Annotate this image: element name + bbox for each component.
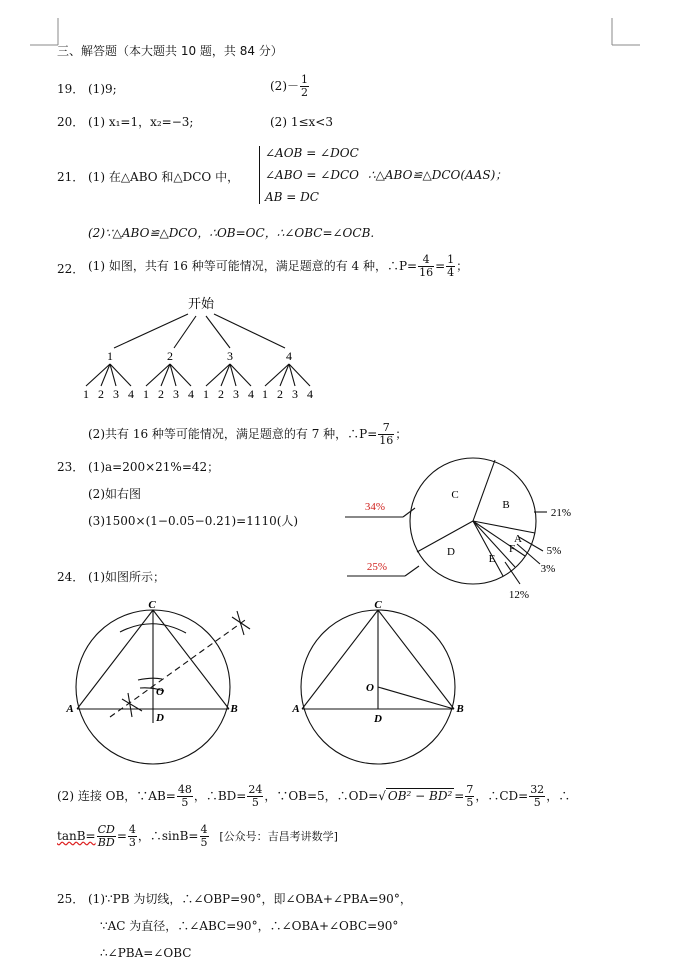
fig1-label-c: C	[148, 599, 156, 611]
q21-part2: (2)∵△ABO≌△DCO，∴OB=OC，∴∠OBC=∠OCB.	[88, 226, 375, 240]
q22-number: 22．	[57, 262, 85, 276]
pie-chart	[335, 450, 595, 610]
fig1-label-b: B	[230, 703, 238, 715]
tree-root: 开始	[187, 296, 215, 311]
pct-f: 3%	[540, 563, 556, 575]
tree-node-4: 4	[286, 349, 292, 363]
q24-part2-cont: tanB= $\frac{CD}{BD}$ = $\frac{4}{3}$ ，∴sinB= $\frac{4}{5}$ [公众号：吉昌考讲数学]	[57, 823, 338, 849]
pie-label-a: A	[514, 533, 522, 545]
q25-line3: ∴∠PBA=∠OBC	[100, 946, 192, 960]
tree-branch	[221, 364, 230, 386]
pie-label-c: C	[451, 489, 459, 501]
crop-mark-right	[610, 18, 640, 48]
tree-node-1: 1	[107, 349, 113, 363]
pct-e: 12%	[508, 589, 530, 601]
q20-number: 20．	[57, 115, 85, 129]
q21-cond-1: ∠AOB = ∠DOC	[265, 146, 359, 160]
tree-leaf: 4	[248, 387, 254, 401]
pct-c: 34%	[364, 501, 386, 513]
fig2-label-b: B	[456, 703, 464, 715]
q24-number: 24．	[57, 570, 85, 584]
fig1-label-d: D	[156, 712, 164, 724]
q21-brace	[259, 146, 260, 204]
tree-branch	[280, 364, 289, 386]
q25-line2: ∵AC 为直径，∴∠ABC=90°，∴∠OBA+∠OBC=90°	[100, 919, 399, 933]
fig2-label-c: C	[374, 599, 382, 611]
tree-leaf: 4	[128, 387, 134, 401]
q23-part1: (1)a=200×21%=42；	[88, 460, 220, 474]
tree-node-3: 3	[227, 349, 233, 363]
tree-branch	[265, 364, 289, 386]
q21-cond-3: AB = DC	[265, 190, 319, 204]
figure-2	[290, 595, 475, 770]
tree-branch	[206, 364, 230, 386]
tree-leaf: 3	[233, 387, 239, 401]
pct-a: 5%	[546, 545, 562, 557]
q25-line1: (1)∵PB 为切线，∴∠OBP=90°，即∠OBA+∠PBA=90°，	[88, 892, 412, 906]
q21-cond-2: ∠ABO = ∠DCO	[265, 168, 359, 182]
tree-leaf: 3	[292, 387, 298, 401]
tree-leaf: 3	[113, 387, 119, 401]
q21-intro: (1) 在△ABO 和△DCO 中，	[88, 170, 240, 184]
tree-leaf: 1	[203, 387, 209, 401]
q25-number: 25．	[57, 892, 85, 906]
q22-part2: (2)共有 16 种等可能情况，满足题意的有 7 种，∴P= $\frac{7}{16}$ ；	[88, 421, 408, 447]
pie-divider-dc	[417, 521, 473, 552]
tree-leaf: 4	[188, 387, 194, 401]
q22-part1: (1) 如图，共有 16 种等可能情况，满足题意的有 4 种，∴P= $\frac{4}{16}$ = $\frac{1}{4}$ ；	[88, 253, 469, 279]
tree-leaf: 1	[262, 387, 268, 401]
pie-label-b: B	[502, 499, 510, 511]
tree-branch	[146, 364, 170, 386]
tree-diagram	[70, 290, 320, 402]
note: [公众号：吉昌考讲数学]	[219, 830, 338, 843]
q19-number: 19．	[57, 82, 85, 96]
q21-conclusion: ∴△ABO≌△DCO(AAS)；	[368, 168, 508, 182]
fig2-label-o: O	[366, 682, 374, 694]
q23-part2: (2)如右图	[88, 487, 141, 501]
q20-part2: (2) 1≤x<3	[270, 115, 333, 129]
fig1-label-a: A	[66, 703, 74, 715]
pct-d: 25%	[366, 561, 388, 573]
pie-label-f: F	[508, 543, 516, 555]
q19-part2: (2)－ $\frac{1}{2}$	[270, 73, 308, 99]
tree-leaf: 2	[277, 387, 283, 401]
tree-leaf: 2	[158, 387, 164, 401]
fig2-label-a: A	[292, 703, 300, 715]
tree-leaf: 1	[143, 387, 149, 401]
q24-part1: (1)如图所示；	[88, 570, 165, 584]
tree-leaf: 3	[173, 387, 179, 401]
q23-part3: (3)1500×(1−0.05−0.21)=1110(人)	[88, 514, 299, 528]
construction-figure	[62, 595, 272, 770]
tree-leaf: 1	[83, 387, 89, 401]
pct-b: 21%	[550, 507, 572, 519]
pie-label-e: E	[488, 553, 496, 565]
tree-leaf: 2	[98, 387, 104, 401]
tree-branch	[161, 364, 170, 386]
section-header: 三、解答题（本大题共 10 题，共 84 分）	[57, 44, 283, 58]
tree-branch	[101, 364, 110, 386]
fig1-label-o: O	[156, 686, 164, 698]
pie-divider-cb	[473, 460, 495, 521]
q20-part1: (1) x₁=1，x₂=−3;	[88, 115, 194, 129]
q19-part1: (1)9;	[88, 82, 117, 96]
tree-branch	[86, 364, 110, 386]
tree-node-2: 2	[167, 349, 173, 363]
fig2-label-d: D	[374, 713, 382, 725]
crop-mark-left	[30, 18, 60, 48]
q21-number: 21．	[57, 170, 85, 184]
tree-leaf: 4	[307, 387, 313, 401]
q23-number: 23．	[57, 460, 85, 474]
tree-leaf: 2	[218, 387, 224, 401]
q24-part2: (2) 连接 OB，∵AB= $\frac{48}{5}$ ，∴BD= $\frac{24}{5}$ ，∵OB=5，∴OD=√ OB² − BD² = $\frac{7}{5}$ ，∴CD= $\frac{32}{5}$ ，∴	[57, 783, 571, 809]
pie-label-d: D	[447, 546, 455, 558]
